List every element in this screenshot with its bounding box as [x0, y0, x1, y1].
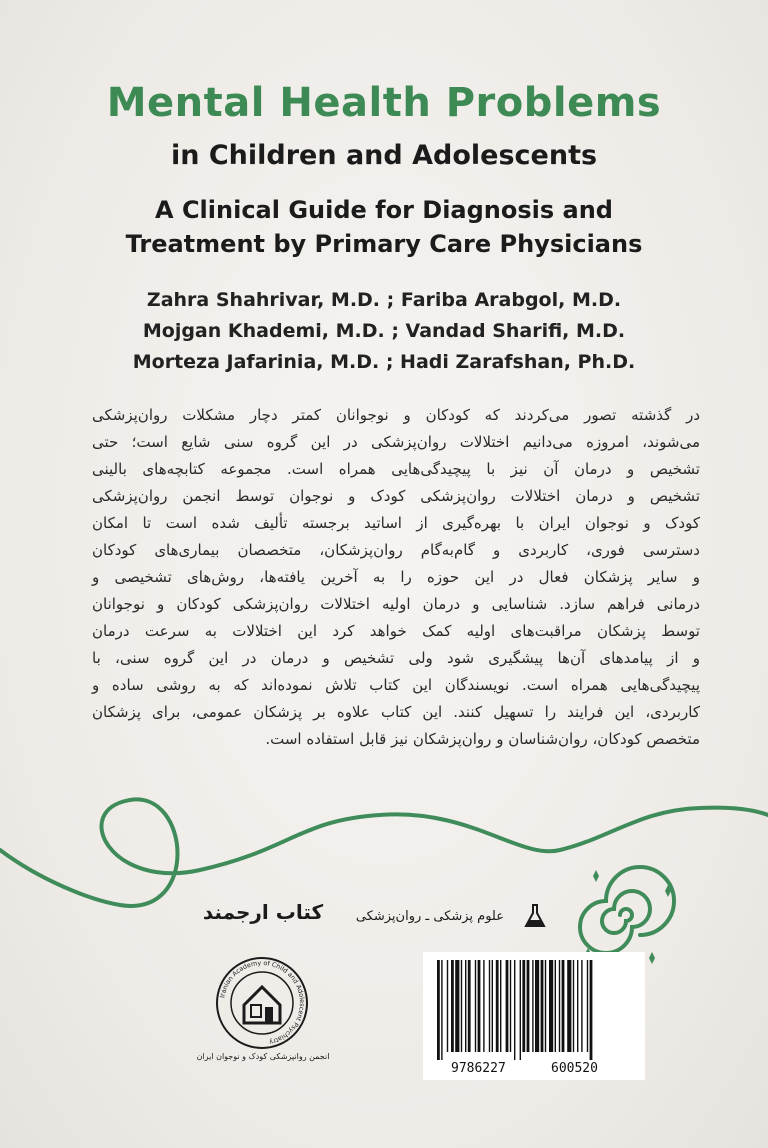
barcode-bar — [475, 960, 476, 1052]
barcode-bar — [527, 960, 530, 1052]
barcode-bar — [555, 960, 556, 1052]
barcode-number-left: 9786227 — [451, 1061, 506, 1076]
barcode-bar — [535, 960, 539, 1052]
barcode-bar — [492, 960, 493, 1052]
subject-category — [355, 897, 546, 935]
barcode-bar — [567, 960, 571, 1052]
blurb-line: تشخیص و درمان اختلالات روان‌پزشکی کودک و نوجوان توسط انجمن روان‌پزشکی — [92, 487, 700, 505]
barcode-bar — [441, 960, 442, 1060]
barcode-bar — [520, 960, 521, 1060]
barcode-bar — [549, 960, 553, 1052]
author-line: Mojgan Khademi, M.D. ; Vandad Sharifi, M.D. — [142, 320, 626, 342]
barcode-bar — [451, 960, 454, 1052]
house-seal-icon — [244, 987, 280, 1023]
barcode-bar — [545, 960, 546, 1052]
barcode-bar — [541, 960, 544, 1052]
barcode-bar — [478, 960, 481, 1052]
publisher-logo — [202, 893, 324, 929]
blurb-line: تشخیص و درمان آن نیز با پیچیدگی‌هایی همراه است. مجموعه کتابچه‌های بالینی — [92, 460, 700, 478]
barcode-bar — [468, 960, 471, 1052]
book-title: Mental Health Problems — [106, 80, 662, 126]
barcode-bar — [483, 960, 484, 1052]
author-line: Zahra Shahrivar, M.D. ; Fariba Arabgol, M.D. — [146, 289, 622, 311]
book-subtitle: in Children and Adolescents — [170, 140, 598, 171]
barcode-bar — [587, 960, 588, 1052]
blurb-line: می‌شوند، امروزه می‌دانیم اختلالات روان‌پزشکی در این گروه سنی شایع است؛ حتی — [92, 433, 700, 451]
barcode-bar — [562, 960, 565, 1052]
barcode-bar — [447, 960, 448, 1052]
description-line: Treatment by Primary Care Physicians — [125, 230, 643, 258]
barcode-bar — [559, 960, 560, 1052]
barcode-bar — [573, 960, 574, 1052]
barcode-bar — [577, 960, 578, 1052]
barcode-bar — [510, 960, 511, 1052]
subject-label: علوم پزشکی ـ روان‌پزشکی — [355, 908, 504, 924]
blurb-line: و سایر پزشکان فعال در این حوزه را به آخرین یافته‌ها، روش‌های تشخیصی و — [92, 568, 700, 586]
association-seal — [214, 955, 310, 1051]
blurb-line: کاربردی، این فرایند را تسهیل کنند. این کتاب علاوه بر پزشکان عمومی، برای پزشکان — [92, 703, 700, 721]
barcode-bar — [496, 960, 499, 1052]
book-description-title — [0, 193, 768, 261]
blurb-line: توسط پزشکان مراقبت‌های اولیه کمک خواهد کرد این اختلالات به سرعت درمان — [92, 622, 700, 640]
blurb-line: متخصص کودکان، روان‌شناسان و روان‌پزشکان نیز قابل استفاده است. — [265, 730, 700, 748]
description-line: A Clinical Guide for Diagnosis and — [155, 196, 613, 224]
publisher-logo-text: کتاب ارجمند — [202, 900, 324, 924]
blurb-line: کودک و نوجوان ایران با بهره‌گیری از اساتید برجسته تألیف شده است تا امکان — [92, 514, 700, 532]
barcode-bar — [590, 960, 593, 1060]
author-list — [0, 285, 768, 378]
flask-icon — [524, 903, 546, 929]
barcode-bar — [461, 960, 462, 1052]
barcode-bar — [522, 960, 525, 1052]
barcode-bar — [465, 960, 466, 1052]
blurb-line: پیچیدگی‌هایی همراه است. نویسندگان این کتاب تلاش نموده‌اند که به روشی ساده و — [92, 676, 700, 694]
barcode-bar — [437, 960, 440, 1060]
barcode-number-right: 600520 — [551, 1061, 598, 1076]
barcode-bar — [455, 960, 459, 1052]
blurb-line: و از پیامدهای آن‌ها پیشگیری شود ولی تشخیص و درمان در این گروه سنی، با — [92, 649, 700, 667]
blurb-text — [92, 402, 700, 753]
seal-caption: انجمن روانپزشکی کودک و نوجوان ایران — [196, 1052, 330, 1061]
blurb-line: در گذشته تصور می‌کردند که کودکان و نوجوانان کمتر دچار مشکلات روان‌پزشکی — [92, 406, 700, 424]
barcode-bar — [514, 960, 515, 1060]
author-line: Morteza Jafarinia, M.D. ; Hadi Zarafshan, Ph.D. — [132, 351, 636, 373]
barcode — [423, 952, 645, 1080]
barcode-bar — [500, 960, 501, 1052]
barcode-bar — [489, 960, 490, 1052]
barcode-bar — [532, 960, 533, 1052]
barcode-bar — [581, 960, 582, 1052]
blurb-line: دسترسی فوری، کاربردی و گام‌به‌گام روان‌پزشکان، متخصصان بیماری‌های کودکان — [92, 541, 700, 559]
blurb-line: درمانی فراهم سازد. شناسایی و درمان اولیه اختلالات روان‌پزشکی کودکان و نوجوانان — [92, 595, 700, 613]
barcode-bar — [506, 960, 509, 1052]
seal-ring-text: Iranian Academy of Child and Adolescent Psychiatry — [218, 958, 307, 1047]
